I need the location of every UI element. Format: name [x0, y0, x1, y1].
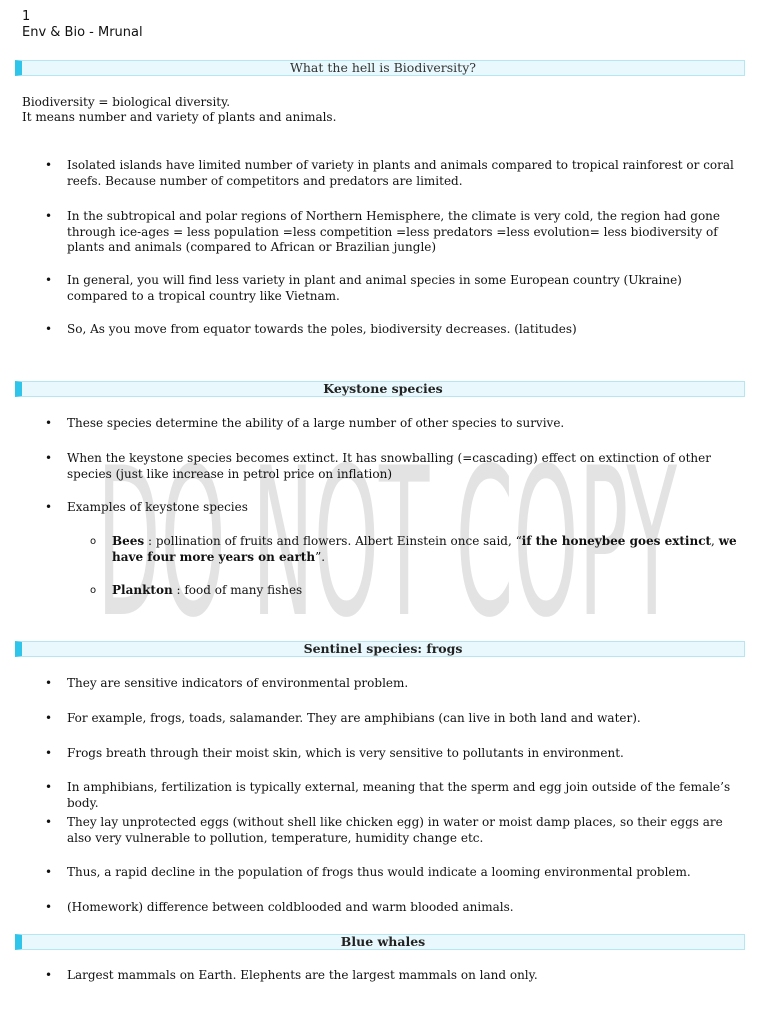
list-item: • In amphibians, fertilization is typically external, meaning that the sperm and egg join outside of the female’s body. — [67, 780, 743, 811]
intro-text — [22, 95, 336, 125]
list-item: • (Homework) difference between coldblooded and warm blooded animals. — [67, 900, 743, 916]
watermark-text: DO NOT COPY — [97, 425, 678, 634]
intro-line: It means number and variety of plants and animals. — [22, 110, 337, 124]
section-heading-keystone: Keystone species — [15, 381, 745, 397]
quote-part-2: we have four more years on earth — [112, 534, 737, 564]
page-header — [22, 9, 143, 41]
list-item: • Largest mammals on Earth. Elephents are the largest mammals on land only. — [67, 968, 743, 984]
bees-text: pollination of fruits and flowers. Albert Einstein once said, “ — [155, 534, 522, 548]
list-item: • These species determine the ability of a large number of other species to survive. — [67, 416, 743, 432]
sub-list-item-plankton — [112, 582, 742, 598]
section-heading-sentinel: Sentinel species: frogs — [15, 641, 745, 657]
list-item: • For example, frogs, toads, salamander. They are amphibians (can live in both land and water). — [67, 711, 743, 727]
page-number: 1 — [22, 9, 31, 24]
list-item: • Thus, a rapid decline in the population of frogs thus would indicate a looming environmental problem. — [67, 865, 743, 881]
list-item: • So, As you move from equator towards the poles, biodiversity decreases. (latitudes) — [67, 322, 743, 338]
list-item: • When the keystone species becomes extinct. It has snowballing (=cascading) effect on extinction of other species (just like increase in petrol price on inflation) — [67, 451, 743, 482]
list-item: • They are sensitive indicators of environmental problem. — [67, 676, 743, 692]
section-heading-biodiversity: What the hell is Biodiversity? — [15, 60, 745, 76]
quote-end: ”. — [315, 550, 326, 564]
quote-part-1: if the honeybee goes extinct — [521, 534, 712, 548]
list-item: • Frogs breath through their moist skin, which is very sensitive to pollutants in environment. — [67, 746, 743, 762]
list-item: • They lay unprotected eggs (without shell like chicken egg) in water or moist damp places, so their eggs are also very vulnerable to pollution, temperature, humidity change etc. — [67, 815, 743, 846]
list-item: • Examples of keystone species — [67, 500, 743, 516]
list-item: • Isolated islands have limited number of variety in plants and animals compared to tropical rainforest or coral reefs. Because number of competitors and predators are limited. — [67, 158, 743, 189]
watermark — [92, 404, 682, 634]
separator: : — [144, 534, 156, 548]
sub-list-item-bees — [112, 533, 742, 565]
quote-comma: , — [711, 534, 719, 548]
list-item: • In the subtropical and polar regions of Northern Hemisphere, the climate is very cold, the region had gone through ice-ages = less population =less competition =less predators =less evolution= less biodiversity of plants and animals (compared to African or Brazilian jungle) — [67, 209, 743, 256]
list-item: • In general, you will find less variety in plant and animal species in some European country (Ukraine) compared to a tropical country like Vietnam. — [67, 273, 743, 304]
intro-line: Biodiversity = biological diversity. — [22, 95, 231, 109]
plankton-text: : food of many fishes — [172, 583, 303, 597]
term-plankton: Plankton — [112, 583, 173, 597]
section-heading-blue-whales: Blue whales — [15, 934, 745, 950]
document-title: Env & Bio - Mrunal — [22, 25, 143, 40]
term-bees: Bees — [112, 534, 145, 548]
